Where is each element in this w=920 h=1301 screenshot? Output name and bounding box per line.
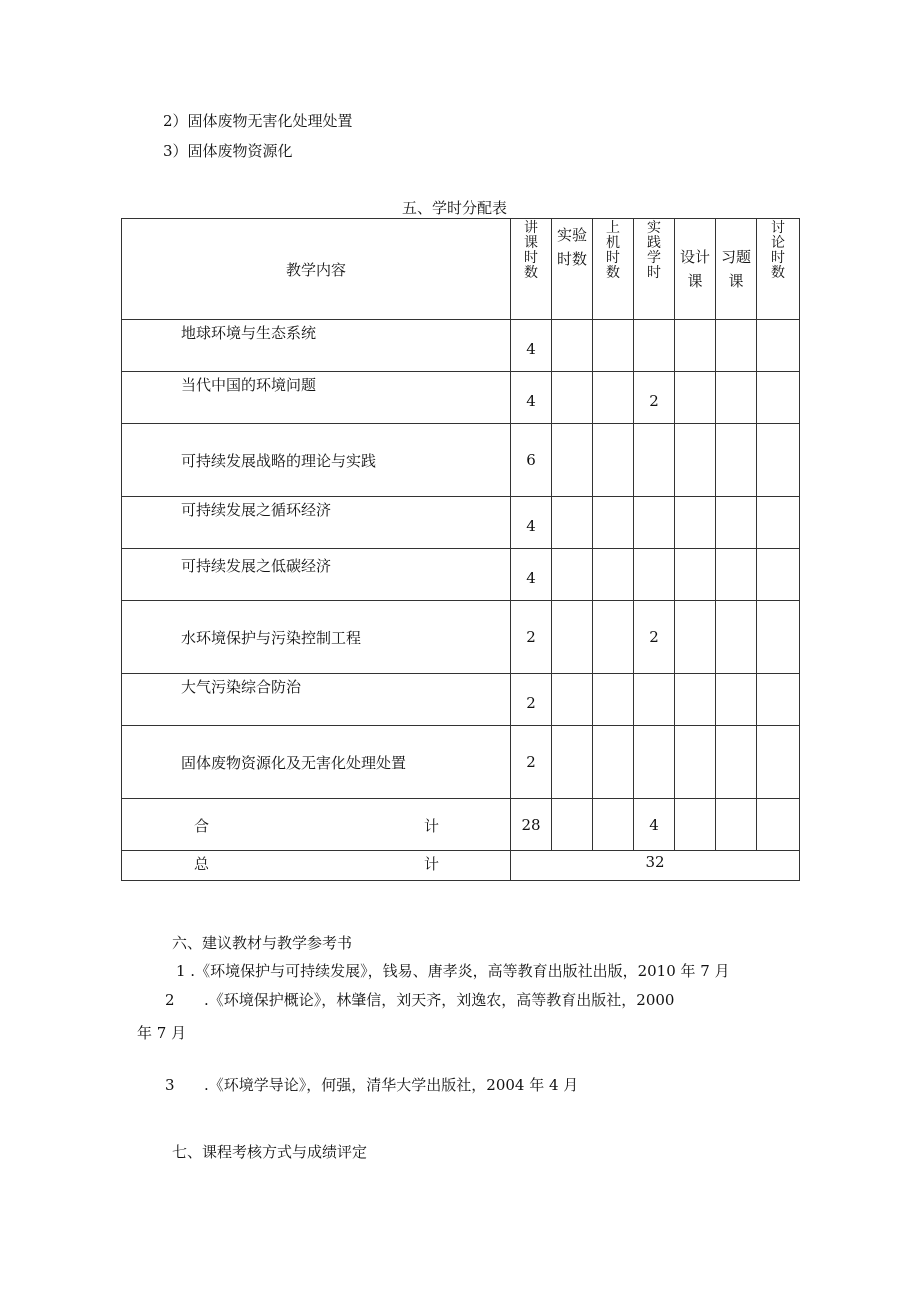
row-discussion (757, 549, 800, 601)
row-experiment (552, 320, 593, 372)
subtotal-label (122, 799, 511, 851)
table-row (122, 372, 800, 424)
row-computer (593, 497, 634, 549)
assessment-heading: 七、课程考核方式与成绩评定 (172, 1143, 368, 1161)
row-practice (634, 497, 675, 549)
header-discussion-1: 讨 (771, 220, 785, 236)
reference-item-2-text: .《环境保护概论》，林肇信，刘天齐，刘逸农，高等教育出版社，2000 (204, 991, 675, 1009)
row-discussion (757, 320, 800, 372)
row-lecture: 2 (511, 601, 552, 674)
header-lecture-1: 讲 (524, 220, 538, 236)
row-practice (634, 424, 675, 497)
total-label-b: 计 (424, 855, 440, 873)
row-discussion (757, 424, 800, 497)
row-computer (593, 549, 634, 601)
header-computer-3: 时 (606, 250, 620, 266)
row-exercise (716, 424, 757, 497)
subtotal-experiment (552, 799, 593, 851)
row-practice (634, 674, 675, 726)
references-heading: 六、建议教材与教学参考书 (172, 934, 353, 952)
row-experiment (552, 726, 593, 799)
row-design (675, 424, 716, 497)
row-content: 固体废物资源化及无害化处理处置 (122, 726, 511, 799)
row-lecture: 4 (511, 497, 552, 549)
row-computer (593, 372, 634, 424)
row-discussion (757, 674, 800, 726)
row-discussion (757, 601, 800, 674)
header-practice-4: 时 (647, 265, 661, 281)
header-experiment (552, 219, 593, 320)
row-computer (593, 726, 634, 799)
subtotal-design (675, 799, 716, 851)
reference-item-3-num: 3 (165, 1076, 175, 1094)
row-lecture: 2 (511, 674, 552, 726)
row-design (675, 320, 716, 372)
row-experiment (552, 549, 593, 601)
header-practice-1: 实 (647, 220, 661, 236)
row-lecture: 2 (511, 726, 552, 799)
row-exercise (716, 549, 757, 601)
row-design (675, 601, 716, 674)
row-experiment (552, 674, 593, 726)
header-computer-4: 数 (606, 265, 620, 281)
row-exercise (716, 320, 757, 372)
header-discussion-3: 时 (771, 250, 785, 266)
row-content: 可持续发展之低碳经济 (122, 549, 511, 601)
row-exercise (716, 497, 757, 549)
header-practice-3: 学 (647, 250, 661, 266)
row-content: 当代中国的环境问题 (122, 372, 511, 424)
row-exercise (716, 372, 757, 424)
subtotal-label-a: 合 (194, 817, 210, 835)
header-design-2: 课 (687, 272, 703, 290)
row-design (675, 549, 716, 601)
intro-item-2-text: 固体废物无害化处理处置 (187, 112, 353, 130)
total-label (122, 851, 511, 881)
row-exercise (716, 726, 757, 799)
subtotal-practice: 4 (634, 799, 675, 851)
header-discussion (757, 219, 800, 320)
hours-table-grid (121, 218, 800, 881)
table-caption: 五、学时分配表 (402, 199, 508, 217)
subtotal-computer (593, 799, 634, 851)
reference-item-1: 1 .《环境保护与可持续发展》，钱易、唐孝炎，高等教育出版社出版，2010 年 7 月 (176, 962, 730, 980)
intro-item-3-num: 3） (163, 142, 188, 160)
row-experiment (552, 601, 593, 674)
row-design (675, 372, 716, 424)
total-value: 32 (511, 851, 800, 881)
row-lecture: 4 (511, 320, 552, 372)
row-content: 可持续发展之循环经济 (122, 497, 511, 549)
row-computer (593, 601, 634, 674)
row-computer (593, 424, 634, 497)
total-label-a: 总 (194, 855, 210, 873)
header-practice-2: 践 (647, 235, 661, 251)
subtotal-discussion (757, 799, 800, 851)
row-content: 地球环境与生态系统 (122, 320, 511, 372)
table-row (122, 424, 800, 497)
row-content: 大气污染综合防治 (122, 674, 511, 726)
header-exercise-1: 习题 (720, 248, 751, 266)
intro-item-2-num: 2） (163, 112, 188, 130)
header-computer (593, 219, 634, 320)
header-computer-1: 上 (606, 220, 620, 236)
header-discussion-2: 论 (771, 235, 785, 251)
table-row (122, 601, 800, 674)
header-computer-2: 机 (606, 235, 620, 251)
row-lecture: 4 (511, 549, 552, 601)
subtotal-label-b: 计 (424, 817, 440, 835)
row-discussion (757, 372, 800, 424)
row-design (675, 726, 716, 799)
subtotal-row (122, 799, 800, 851)
row-exercise (716, 601, 757, 674)
header-experiment-1: 实验 (556, 226, 587, 244)
row-practice: 2 (634, 601, 675, 674)
row-experiment (552, 497, 593, 549)
reference-item-3-text: .《环境学导论》，何强，清华大学出版社，2004 年 4 月 (204, 1076, 579, 1094)
header-lecture-4: 数 (524, 265, 538, 281)
row-computer (593, 320, 634, 372)
table-row (122, 549, 800, 601)
header-lecture (511, 219, 552, 320)
header-lecture-2: 课 (524, 235, 538, 251)
table-row (122, 674, 800, 726)
row-design (675, 497, 716, 549)
row-content: 水环境保护与污染控制工程 (122, 601, 511, 674)
table-row (122, 320, 800, 372)
row-content: 可持续发展战略的理论与实践 (122, 424, 511, 497)
row-practice (634, 549, 675, 601)
intro-item-3 (163, 141, 293, 161)
total-row (122, 851, 800, 881)
row-experiment (552, 424, 593, 497)
header-design-1: 设计 (679, 248, 710, 266)
table-row (122, 726, 800, 799)
table-row (122, 497, 800, 549)
header-exercise (716, 219, 757, 320)
intro-item-3-text: 固体废物资源化 (187, 142, 293, 160)
subtotal-exercise (716, 799, 757, 851)
row-practice: 2 (634, 372, 675, 424)
row-lecture: 4 (511, 372, 552, 424)
row-practice (634, 726, 675, 799)
header-exercise-2: 课 (728, 272, 744, 290)
row-lecture: 6 (511, 424, 552, 497)
header-experiment-2: 时数 (556, 250, 587, 268)
header-discussion-4: 数 (771, 265, 785, 281)
header-design (675, 219, 716, 320)
row-practice (634, 320, 675, 372)
row-discussion (757, 726, 800, 799)
reference-item-2-num: 2 (165, 991, 175, 1009)
header-lecture-3: 时 (524, 250, 538, 266)
reference-item-2-continuation: 年 7 月 (137, 1024, 187, 1042)
intro-item-2 (163, 111, 353, 131)
header-practice (634, 219, 675, 320)
table-header-row (122, 219, 800, 320)
row-discussion (757, 497, 800, 549)
row-exercise (716, 674, 757, 726)
row-design (675, 674, 716, 726)
row-computer (593, 674, 634, 726)
hours-table (121, 218, 799, 881)
row-experiment (552, 372, 593, 424)
subtotal-lecture: 28 (511, 799, 552, 851)
header-content: 教学内容 (122, 219, 511, 320)
